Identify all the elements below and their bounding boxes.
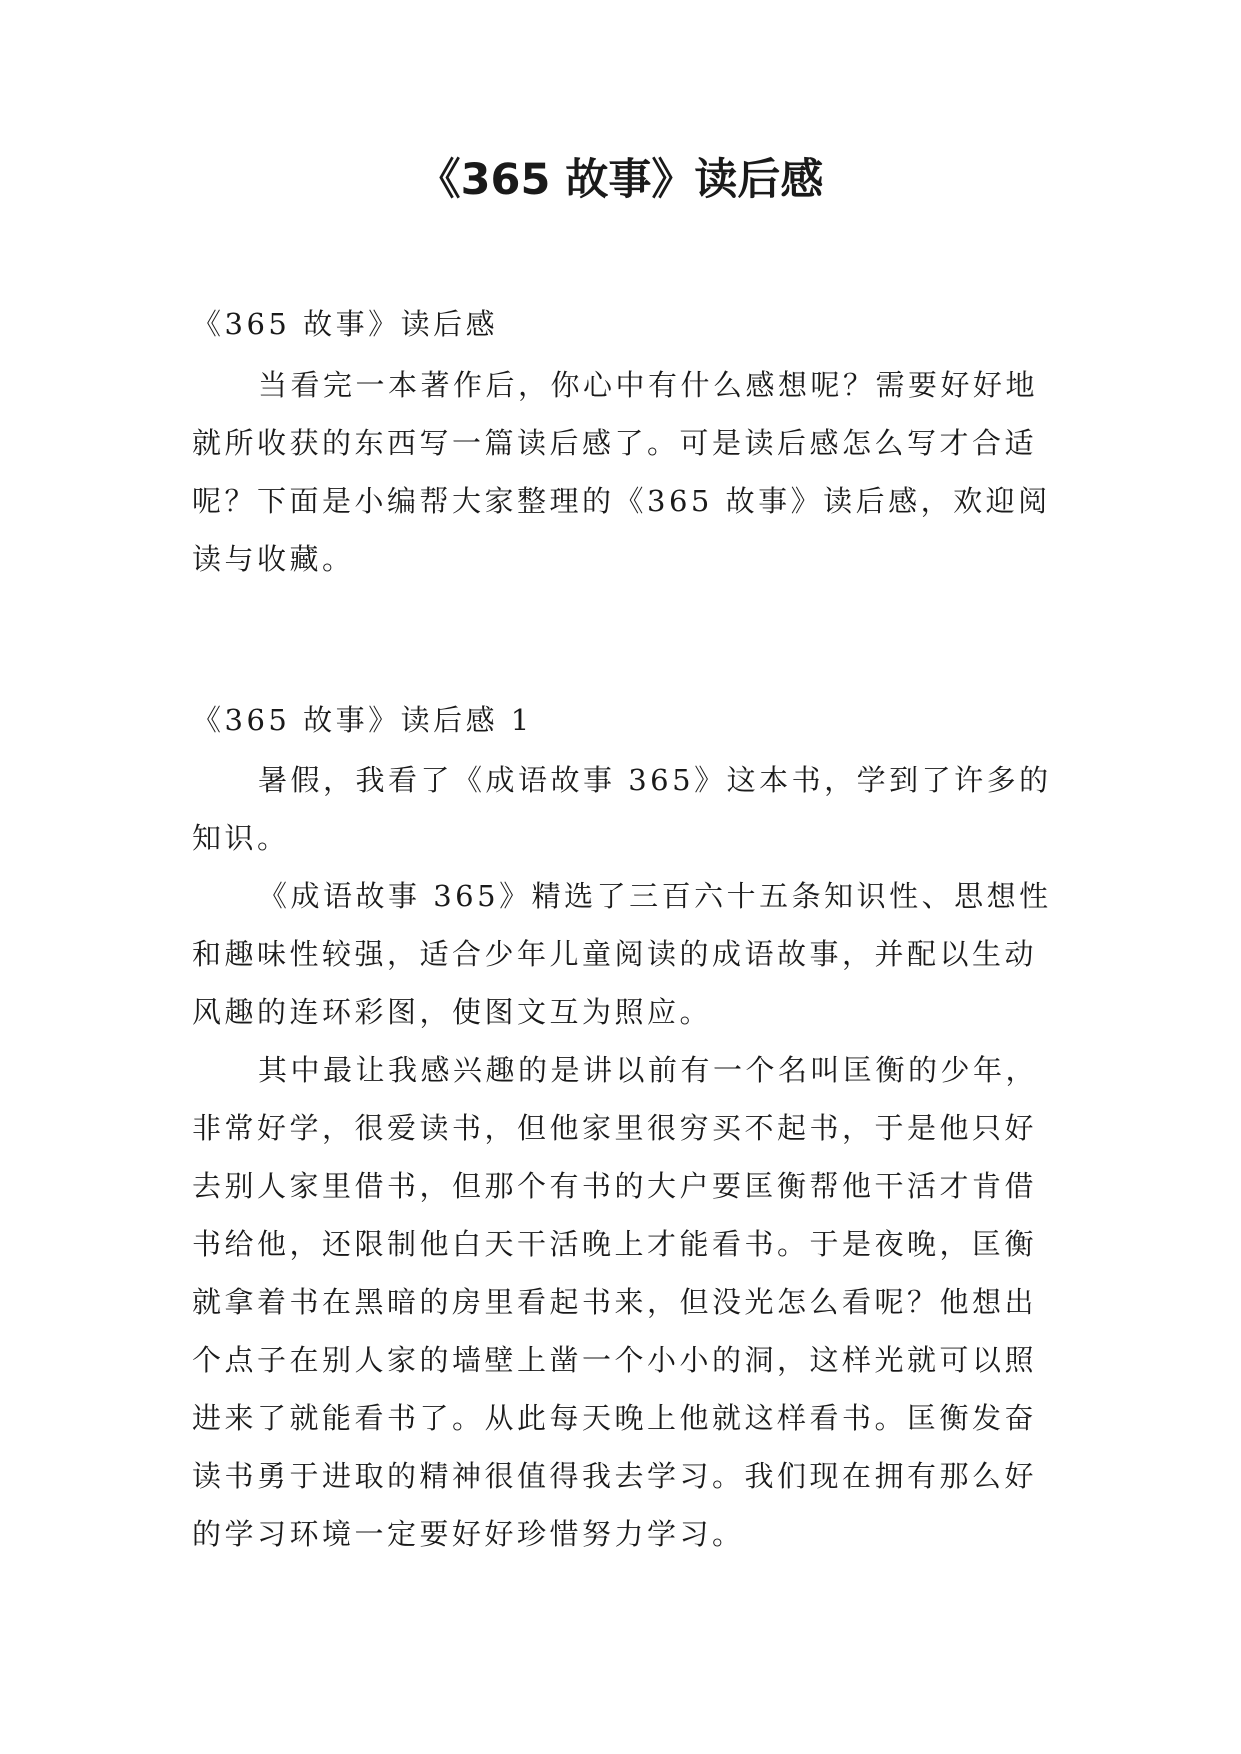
body-line: 进来了就能看书了。从此每天晚上他就这样看书。匡衡发奋 [192, 1401, 1038, 1435]
body-line: 去别人家里借书，但那个有书的大户要匡衡帮他干活才肯借 [192, 1169, 1038, 1203]
body-line: 个点子在别人家的墙壁上凿一个小小的洞，这样光就可以照 [192, 1343, 1038, 1377]
section1-heading [192, 691, 1052, 749]
body-line: 书给他，还限制他白天干活晚上才能看书。于是夜晚，匡衡 [192, 1227, 1038, 1261]
document-title: 《365 故事》读后感 [417, 155, 824, 205]
intro-line: 读与收藏。 [192, 542, 355, 576]
subtitle-line: 《365 故事》读后感 [192, 307, 499, 341]
section-heading-line: 《365 故事》读后感 1 [192, 703, 533, 737]
section1-body [192, 751, 1052, 1563]
intro-line: 就所收获的东西写一篇读后感了。可是读后感怎么写才合适 [192, 426, 1038, 460]
body-line: 其中最让我感兴趣的是讲以前有一个名叫匡衡的少年， [258, 1053, 1039, 1087]
body-line: 《成语故事 365》精选了三百六十五条知识性、思想性 [258, 879, 1052, 913]
document-subtitle [192, 295, 1052, 353]
body-line: 就拿着书在黑暗的房里看起书来，但没光怎么看呢？他想出 [192, 1285, 1038, 1319]
body-line: 非常好学，很爱读书，但他家里很穷买不起书，于是他只好 [192, 1111, 1038, 1145]
intro-line: 当看完一本著作后，你心中有什么感想呢？需要好好地 [258, 368, 1039, 402]
body-line: 的学习环境一定要好好珍惜努力学习。 [192, 1517, 745, 1551]
body-line: 读书勇于进取的精神很值得我去学习。我们现在拥有那么好 [192, 1459, 1038, 1493]
body-line: 暑假，我看了《成语故事 365》这本书，学到了许多的 [258, 763, 1052, 797]
body-line: 知识。 [192, 821, 290, 855]
intro-line: 呢？下面是小编帮大家整理的《365 故事》读后感，欢迎阅 [192, 484, 1051, 518]
body-line: 风趣的连环彩图，使图文互为照应。 [192, 995, 713, 1029]
intro-paragraph [192, 356, 1052, 588]
body-line: 和趣味性较强，适合少年儿童阅读的成语故事，并配以生动 [192, 937, 1038, 971]
